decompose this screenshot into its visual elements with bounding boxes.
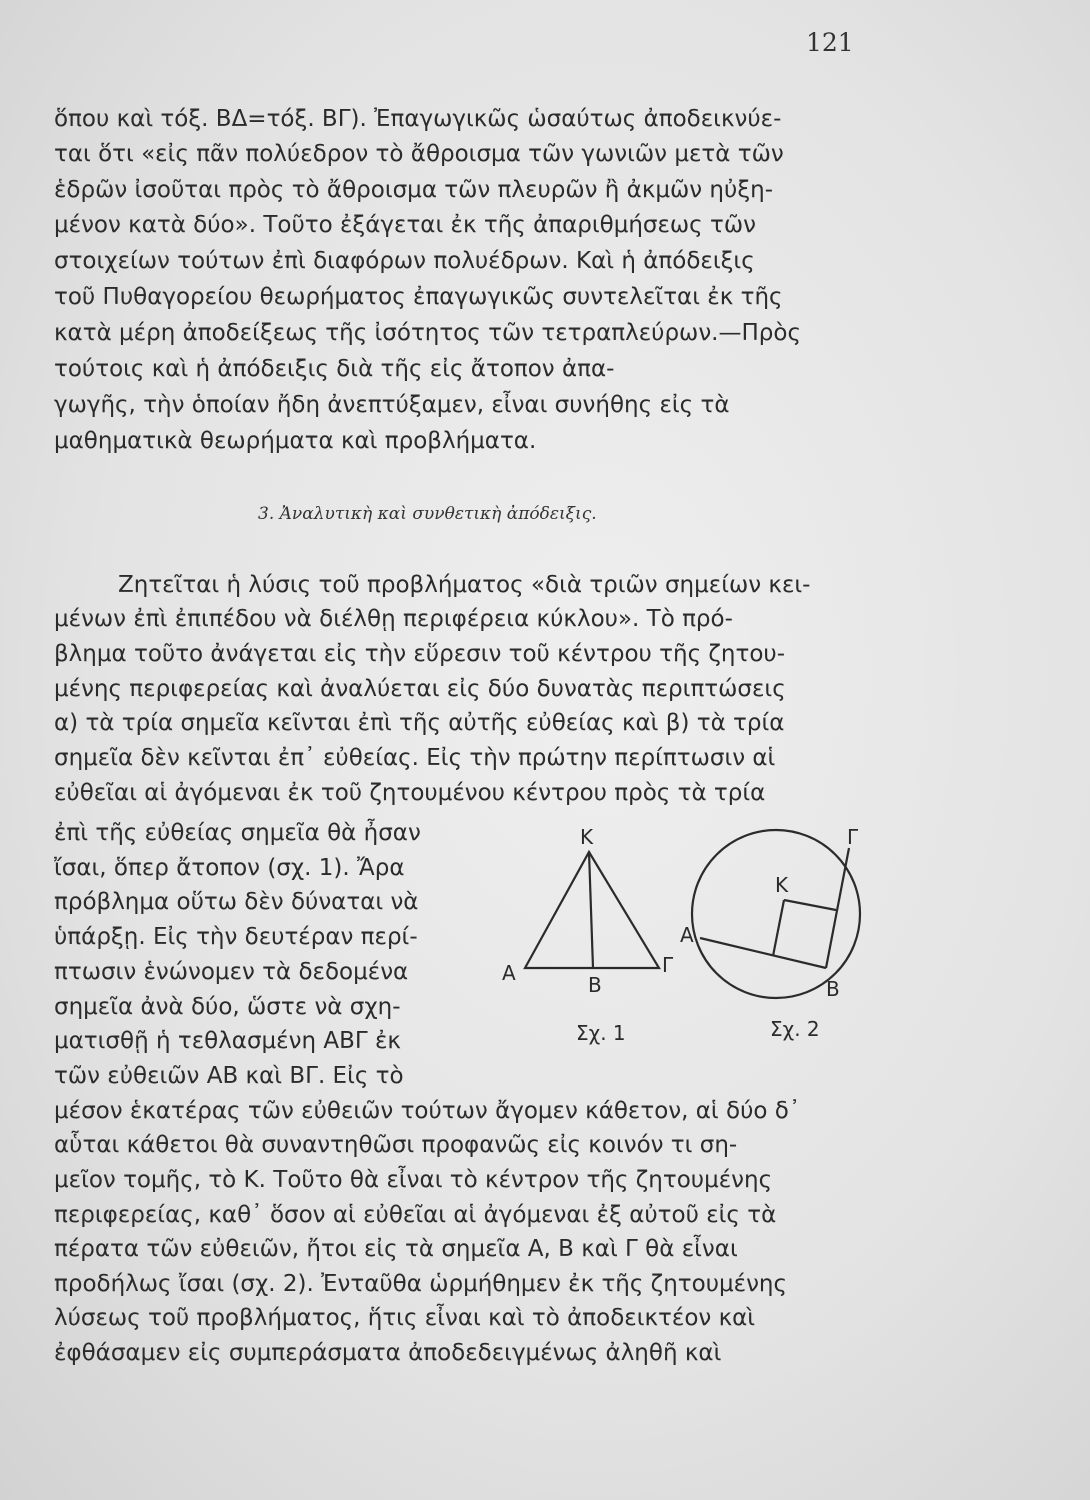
fig1-label-a: Α [502, 961, 516, 985]
fig1-label-b: Β [588, 973, 602, 997]
text-line: μεῖον τομῆς, τὸ Κ. Τοῦτο θὰ εἶναι τὸ κέντρον τῆς ζητουμένης [54, 1167, 773, 1193]
page-number: 121 [806, 28, 854, 57]
text-line: μένων ἐπὶ ἐπιπέδου νὰ διέλθῃ περιφέρεια κύκλου». Τὸ πρό- [54, 606, 733, 632]
text-line: αὗται κάθετοι θὰ συναντηθῶσι προφανῶς εἰς κοινόν τι ση- [54, 1132, 738, 1158]
fig2-label-a: Α [680, 923, 694, 947]
text-line: προδήλως ἴσαι (σχ. 2). Ἐνταῦθα ὡρμήθημεν ἐκ τῆς ζητουμένης [54, 1271, 787, 1297]
text-line: ὑπάρξῃ. Εἰς τὴν δευτέραν περί- [54, 924, 418, 950]
text-line: πέρατα τῶν εὐθειῶν, ἤτοι εἰς τὰ σημεῖα Α, Β καὶ Γ θὰ εἶναι [54, 1236, 738, 1262]
text-line: σημεῖα ἀνὰ δύο, ὥστε νὰ σχη- [54, 994, 401, 1020]
text-line: ὅπου καὶ τόξ. ΒΔ=τόξ. ΒΓ). Ἐπαγωγικῶς ὡσαύτως ἀποδεικνύε- [54, 106, 782, 132]
perpendicular-bisector-bg [784, 900, 836, 910]
text-line: περιφερείας, καθ᾽ ὅσον αἱ εὐθεῖαι αἱ ἀγόμεναι ἐξ αὐτοῦ εἰς τὰ [54, 1202, 777, 1228]
fig2-label-b: Β [826, 977, 840, 1001]
geometry-figures [490, 820, 890, 1060]
text-line: στοιχείων τούτων ἐπὶ διαφόρων πολυέδρων. Καὶ ἡ ἀπόδειξις [54, 248, 755, 274]
fig2-caption: Σχ. 2 [770, 1017, 820, 1041]
text-line: γωγῆς, τὴν ὁποίαν ἤδη ἀνεπτύξαμεν, εἶναι συνήθης εἰς τὰ [54, 392, 730, 418]
text-line: Ζητεῖται ἡ λύσις τοῦ προβλήματος «διὰ τριῶν σημείων κει- [118, 572, 811, 598]
fig1-label-k: Κ [580, 825, 594, 849]
chord-ab [700, 938, 826, 968]
circumcircle [692, 830, 860, 998]
text-line: ται ὅτι «εἰς πᾶν πολύεδρον τὸ ἄθροισμα τῶν γωνιῶν μετὰ τῶν [54, 141, 784, 167]
text-line: κατὰ μέρη ἀποδείξεως τῆς ἰσότητος τῶν τετραπλεύρων.—Πρὸς [54, 320, 801, 346]
text-line: μέσον ἑκατέρας τῶν εὐθειῶν τούτων ἄγομεν κάθετον, αἱ δύο δ᾽ [54, 1098, 801, 1124]
text-line: ἴσαι, ὅπερ ἄτοπον (σχ. 1). Ἄρα [54, 855, 405, 881]
text-line: α) τὰ τρία σημεῖα κεῖνται ἐπὶ τῆς αὐτῆς εὐθείας καὶ β) τὰ τρία [54, 710, 785, 736]
text-line: ματισθῇ ἡ τεθλασμένη ΑΒΓ ἐκ [54, 1028, 401, 1054]
perpendicular-bisector-ab [773, 900, 784, 956]
figure-2-circle [692, 830, 860, 998]
text-line: ἐπὶ τῆς εὐθείας σημεῖα θὰ ἦσαν [54, 820, 421, 846]
text-line: τούτοις καὶ ἡ ἀπόδειξις διὰ τῆς εἰς ἄτοπον ἀπα- [54, 356, 615, 382]
text-line: μένον κατὰ δύο». Τοῦτο ἐξάγεται ἐκ τῆς ἀπαριθμήσεως τῶν [54, 212, 756, 238]
fig1-caption: Σχ. 1 [576, 1021, 626, 1045]
text-line: ἑδρῶν ἰσοῦται πρὸς τὸ ἄθροισμα τῶν πλευρῶν ἢ ἀκμῶν ηὐξη- [54, 177, 774, 203]
section-heading: 3. Ἀναλυτικὴ καὶ συνθετικὴ ἀπόδειξις. [258, 504, 597, 524]
text-line: τῶν εὐθειῶν ΑΒ καὶ ΒΓ. Εἰς τὸ [54, 1063, 404, 1089]
text-line: βλημα τοῦτο ἀνάγεται εἰς τὴν εὕρεσιν τοῦ κέντρου τῆς ζητου- [54, 641, 786, 667]
fig1-label-g: Γ [662, 953, 674, 977]
text-line: μένης περιφερείας καὶ ἀναλύεται εἰς δύο δυνατὰς περιπτώσεις [54, 676, 786, 702]
figure-1-triangle [525, 852, 659, 968]
fig2-label-k: Κ [775, 873, 789, 897]
text-line: πρόβλημα οὕτω δὲν δύναται νὰ [54, 889, 419, 915]
fig2-label-g: Γ [847, 825, 859, 849]
text-line: ἐφθάσαμεν εἰς συμπεράσματα ἀποδεδειγμένως ἀληθῆ καὶ [54, 1340, 722, 1366]
text-line: εὐθεῖαι αἱ ἀγόμεναι ἐκ τοῦ ζητουμένου κέντρου πρὸς τὰ τρία [54, 780, 766, 806]
text-line: μαθηματικὰ θεωρήματα καὶ προβλήματα. [54, 428, 537, 454]
triangle-median [589, 852, 593, 968]
text-line: τοῦ Πυθαγορείου θεωρήματος ἐπαγωγικῶς συντελεῖται ἐκ τῆς [54, 284, 783, 310]
text-line: σημεῖα δὲν κεῖνται ἐπ᾽ εὐθείας. Εἰς τὴν πρώτην περίπτωσιν αἱ [54, 745, 776, 771]
text-line: λύσεως τοῦ προβλήματος, ἥτις εἶναι καὶ τὸ ἀποδεικτέον καὶ [54, 1305, 756, 1331]
text-line: πτωσιν ἑνώνομεν τὰ δεδομένα [54, 959, 409, 985]
